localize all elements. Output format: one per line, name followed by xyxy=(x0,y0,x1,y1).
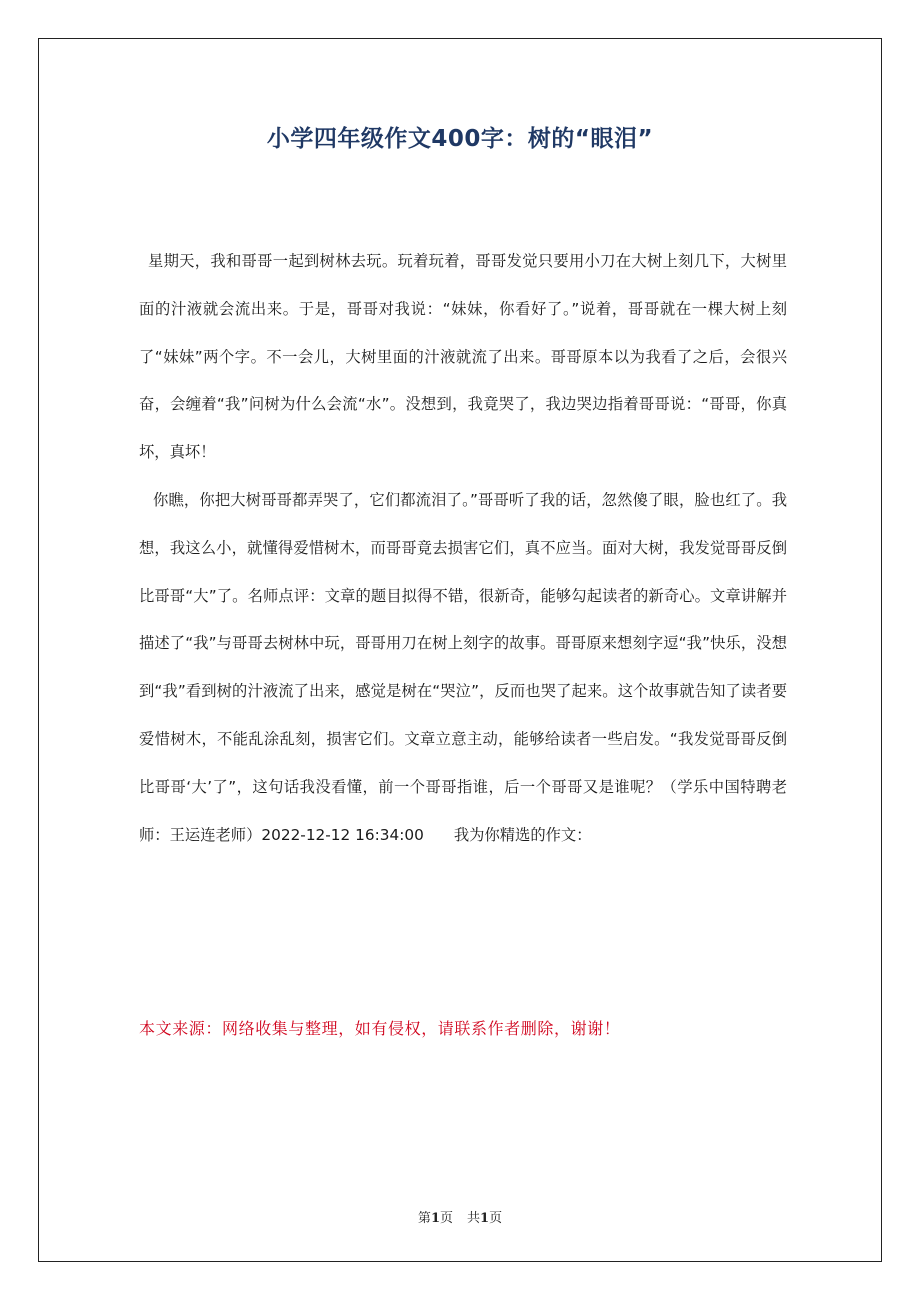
footer-page-prefix: 第 xyxy=(417,1211,431,1226)
page-footer xyxy=(0,1207,920,1226)
paragraph-2 xyxy=(139,477,787,859)
document-title: 小学四年级作文400字：树的“眼泪” xyxy=(266,126,654,152)
footer-page-total: 1 xyxy=(480,1211,490,1226)
paragraph-2-text: 你瞧，你把大树哥哥都弄哭了，它们都流泪了。”哥哥听了我的话，忽然傻了眼，脸也红了。我想，我这么小，就懂得爱惜树木，而哥哥竟去损害它们，真不应当。面对大树，我发觉哥哥反倒比哥哥“大”了。名师点评：文章的题目拟得不错，很新奇，能够勾起读者的新奇心。文章讲解并描述了“我”与哥哥去树林中玩，哥哥用刀在树上刻字的故事。哥哥原来想刻字逗“我”快乐，没想到“我”看到树的汁液流了出来，感觉是树在“哭泣”，反而也哭了起来。这个故事就告知了读者要爱惜树木，不能乱涂乱刻，损害它们。文章立意主动，能够给读者一些启发。“我发觉哥哥反倒比哥哥‘大’了”，这句话我没看懂，前一个哥哥指谁，后一个哥哥又是谁呢？（学乐中国特聘老师：王运连老师）2022-12-12 16:34:00 xyxy=(139,490,787,844)
footer-total-unit: 页 xyxy=(489,1211,503,1226)
footer-total-prefix: 共 xyxy=(467,1211,481,1226)
source-disclaimer: 本文来源：网络收集与整理，如有侵权，请联系作者删除，谢谢！ xyxy=(139,1019,621,1038)
footer-page-unit: 页 xyxy=(439,1211,453,1226)
article-body xyxy=(139,238,787,859)
trailing-note: 我为你精选的作文： xyxy=(453,825,592,844)
paragraph-1: 星期天，我和哥哥一起到树林去玩。玩着玩着，哥哥发觉只要用小刀在大树上刻几下，大树里面的汁液就会流出来。于是，哥哥对我说：“妹妹，你看好了。”说着，哥哥就在一棵大树上刻了“妹妹”两个字。不一会儿，大树里面的汁液就流了出来。哥哥原本以为我看了之后，会很兴奋，会缠着“我”问树为什么会流“水”。没想到，我竟哭了，我边哭边指着哥哥说：“哥哥，你真坏，真坏！ xyxy=(139,252,787,462)
footer-page-current: 1 xyxy=(430,1211,440,1226)
